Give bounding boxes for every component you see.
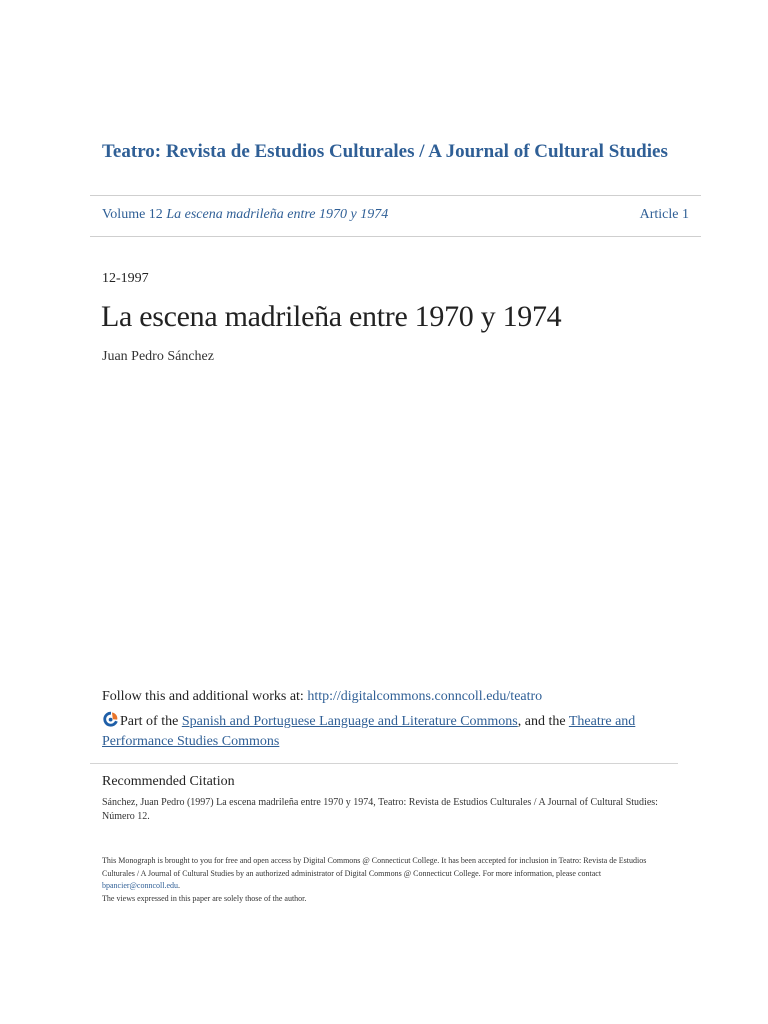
part-of-commons: [102, 711, 662, 752]
header-divider-top: [90, 195, 701, 196]
spanish-portuguese-commons-link[interactable]: Spanish and Portuguese Language and Literature Commons: [181, 714, 518, 729]
disclaimer-text: The views expressed in this paper are solely those of the author.: [102, 893, 307, 903]
publication-date: 12-1997: [102, 271, 149, 286]
follow-line: [102, 689, 542, 705]
recommended-citation-text: Sánchez, Juan Pedro (1997) La escena madrileña entre 1970 y 1974, Teatro: Revista de Estudios Culturales / A Journal of Cultural Studies: Número 12.: [102, 797, 658, 822]
recommended-citation-heading: Recommended Citation: [102, 774, 235, 789]
issue-title-link[interactable]: La escena madrileña entre 1970 y 1974: [166, 207, 389, 222]
follow-prefix: Follow this and additional works at:: [102, 689, 308, 704]
volume-issue: [102, 207, 388, 223]
header-divider-bottom: [90, 236, 701, 237]
follow-url-link[interactable]: http://digitalcommons.conncoll.edu/teatro: [307, 689, 543, 704]
citation-divider: [90, 763, 678, 764]
part-of-middle: , and the: [517, 714, 569, 729]
journal-title-link[interactable]: Teatro: Revista de Estudios Culturales / A Journal of Cultural Studies: [102, 141, 668, 162]
contact-email-link[interactable]: bpancier@conncoll.edu: [102, 881, 179, 890]
access-notice: [102, 855, 672, 905]
paper-author: Juan Pedro Sánchez: [102, 349, 214, 364]
volume-link[interactable]: Volume 12: [102, 207, 163, 222]
article-number-link[interactable]: Article 1: [639, 207, 689, 222]
access-notice-end: .: [178, 881, 181, 890]
theatre-performance-commons-link[interactable]: Theatre and Performance Studies Commons: [102, 714, 636, 749]
volume-row: [102, 207, 689, 223]
part-of-prefix: Part of the: [120, 714, 182, 729]
paper-title: La escena madrileña entre 1970 y 1974: [101, 300, 562, 333]
access-notice-text: This Monograph is brought to you for free and open access by Digital Commons @ Connecticut College. It has been accepted for inclusion in Teatro: Revista de Estudios Culturales / A Journal of Cultural Studies by an authorized administrator of Digital Commons @ Connecticut College. For more information, please contact: [102, 856, 647, 878]
network-commons-icon: [102, 711, 119, 727]
